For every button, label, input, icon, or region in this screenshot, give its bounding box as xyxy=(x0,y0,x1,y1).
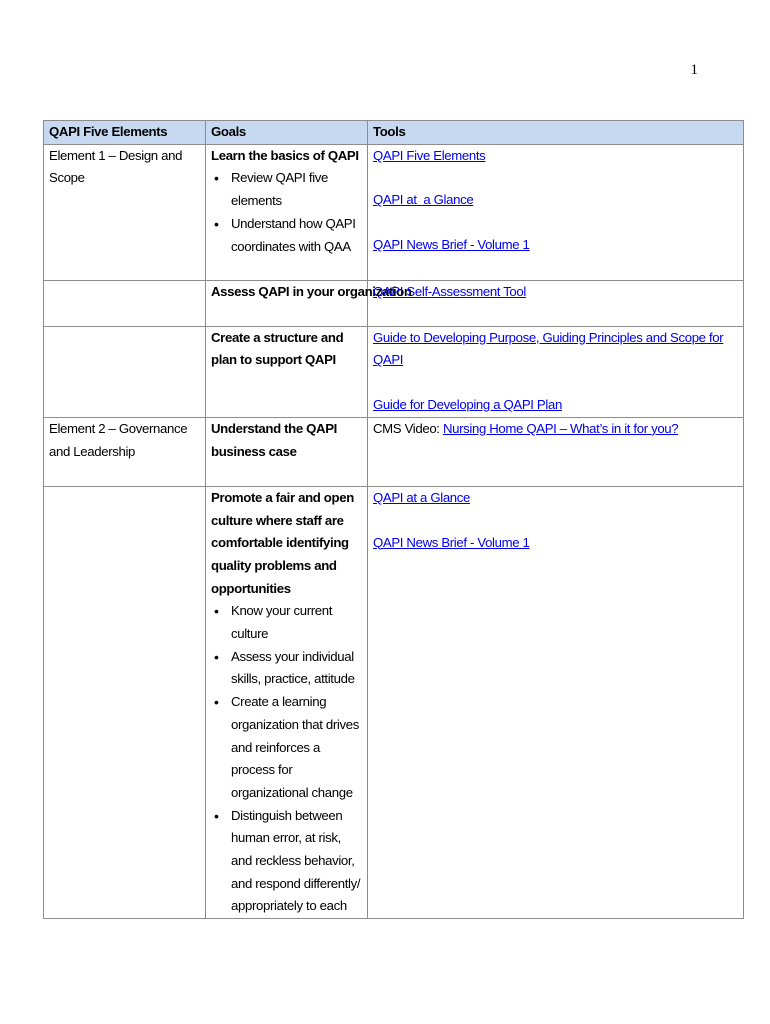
goal-title: Understand the QAPI business case xyxy=(211,420,337,459)
table-row xyxy=(44,417,744,486)
tools-cell xyxy=(368,144,744,280)
element-cell xyxy=(44,486,206,918)
tool-link-cms-video[interactable]: Nursing Home QAPI – What’s in it for you? xyxy=(442,420,679,436)
table-row xyxy=(44,144,744,280)
goal-bullet: • Distinguish between human error, at risk, and reckless behavior, and respond differently/ appropriately to each xyxy=(231,805,363,919)
element-cell: Element 1 – Design and Scope xyxy=(44,144,206,280)
goal-cell xyxy=(206,486,368,918)
qapi-table xyxy=(43,120,744,919)
tool-link-qapi-five-elements[interactable]: QAPI Five Elements xyxy=(373,147,486,163)
goal-title: Learn the basics of QAPI xyxy=(211,147,359,163)
goal-bullet: • Assess your individual skills, practice, attitude xyxy=(231,646,363,691)
tools-cell xyxy=(368,417,744,486)
goal-bullet: • Know your current culture xyxy=(231,600,363,645)
element-cell xyxy=(44,326,206,417)
tools-cell xyxy=(368,486,744,918)
goal-title: Promote a fair and open culture where staff are comfortable identifying quality problems and opportunities xyxy=(211,489,354,596)
goal-cell xyxy=(206,326,368,417)
element-cell: Element 2 – Governance and Leadership xyxy=(44,417,206,486)
goal-cell xyxy=(206,417,368,486)
table-row xyxy=(44,280,744,326)
goal-title: Assess QAPI in your organization xyxy=(211,283,412,299)
tool-link-self-assessment[interactable]: QAPI Self-Assessment Tool xyxy=(373,283,526,299)
header-elements: QAPI Five Elements xyxy=(44,121,206,145)
table-row xyxy=(44,326,744,417)
goal-bullet: • Create a learning organization that drives and reinforces a process for organizational change xyxy=(231,691,363,805)
goal-bullet: • Review QAPI five elements xyxy=(231,167,363,212)
goal-bullets xyxy=(211,167,363,258)
tools-cell xyxy=(368,280,744,326)
table-row xyxy=(44,486,744,918)
tool-link-guide-plan[interactable]: Guide for Developing a QAPI Plan xyxy=(373,397,562,413)
tool-link-news-brief-vol1[interactable]: QAPI News Brief - Volume 1 xyxy=(373,237,530,253)
goal-cell xyxy=(206,280,412,326)
goal-bullets xyxy=(211,600,363,918)
element-cell xyxy=(44,280,206,326)
tool-link-qapi-at-a-glance[interactable]: QAPI at a Glance xyxy=(373,192,474,208)
tools-cell xyxy=(368,326,744,417)
tool-link-news-brief-vol1[interactable]: QAPI News Brief - Volume 1 xyxy=(373,534,530,550)
tool-link-guide-purpose[interactable]: Guide to Developing Purpose, Guiding Principles and Scope for QAPI xyxy=(373,329,724,368)
header-tools: Tools xyxy=(368,121,744,145)
tool-prefix: CMS Video: xyxy=(373,420,443,436)
tool-link-qapi-at-a-glance[interactable]: QAPI at a Glance xyxy=(373,489,471,505)
goal-bullet: • Understand how QAPI coordinates with QAA xyxy=(231,213,363,258)
table-header-row xyxy=(44,121,744,145)
goal-title: Create a structure and plan to support QAPI xyxy=(211,329,344,368)
goal-cell xyxy=(206,144,368,280)
header-goals: Goals xyxy=(206,121,368,145)
page-number: 1 xyxy=(690,62,698,78)
